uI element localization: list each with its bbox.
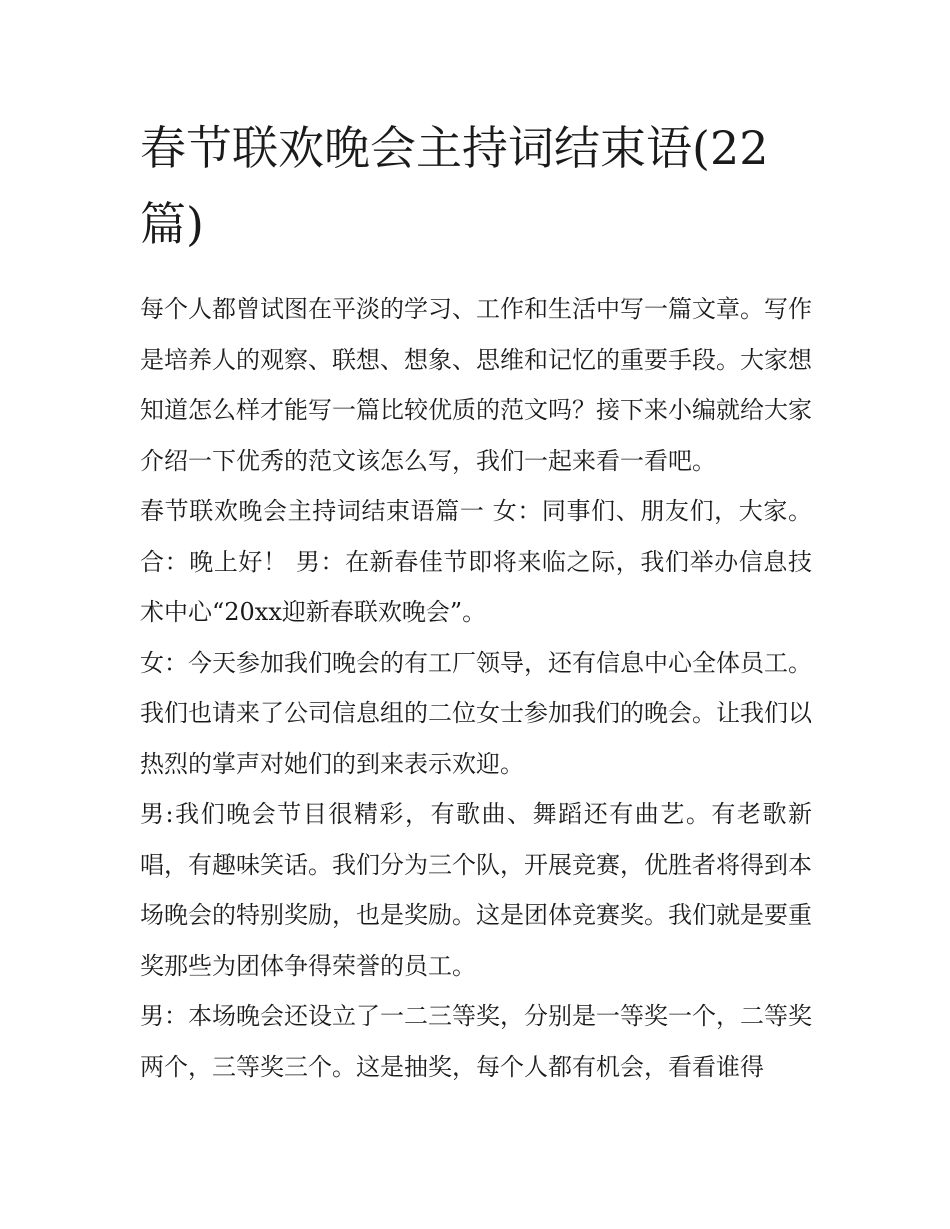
paragraph-intro: 每个人都曾试图在平淡的学习、工作和生活中写一篇文章。写作是培养人的观察、联想、想象、思维和记忆的重要手段。大家想知道怎么样才能写一篇比较优质的范文吗？接下来小编就给大家介绍一下优秀的范文该怎么写，我们一起来看一看吧。 (140, 295, 812, 475)
paragraph-male-host-program: 男:我们晚会节目很精彩，有歌曲、舞蹈还有曲艺。有老歌新唱，有趣味笑话。我们分为三个队，开展竞赛，优胜者将得到本场晚会的特别奖励，也是奖励。这是团体竞赛奖。我们就是要重奖那些为团体争得荣誉的员工。 (140, 800, 812, 980)
paragraph-female-host: 女：今天参加我们晚会的有工厂领导，还有信息中心全体员工。我们也请来了公司信息组的二位女士参加我们的晚会。让我们以热烈的掌声对她们的到来表示欢迎。 (140, 648, 812, 778)
document-page (140, 110, 812, 1092)
paragraph-opening: 春节联欢晚会主持词结束语篇一 女：同事们、朋友们，大家。 合：晚上好！ 男：在新春佳节即将来临之际，我们举办信息技术中心“20xx迎新春联欢晚会”。 (140, 497, 812, 626)
paragraph-male-host-prizes: 男：本场晚会还设立了一二三等奖，分别是一等奖一个，二等奖两个，三等奖三个。这是抽奖，每个人都有机会，看看谁得 (140, 1002, 812, 1081)
document-title: 春节联欢晚会主持词结束语(22篇) (140, 121, 769, 251)
